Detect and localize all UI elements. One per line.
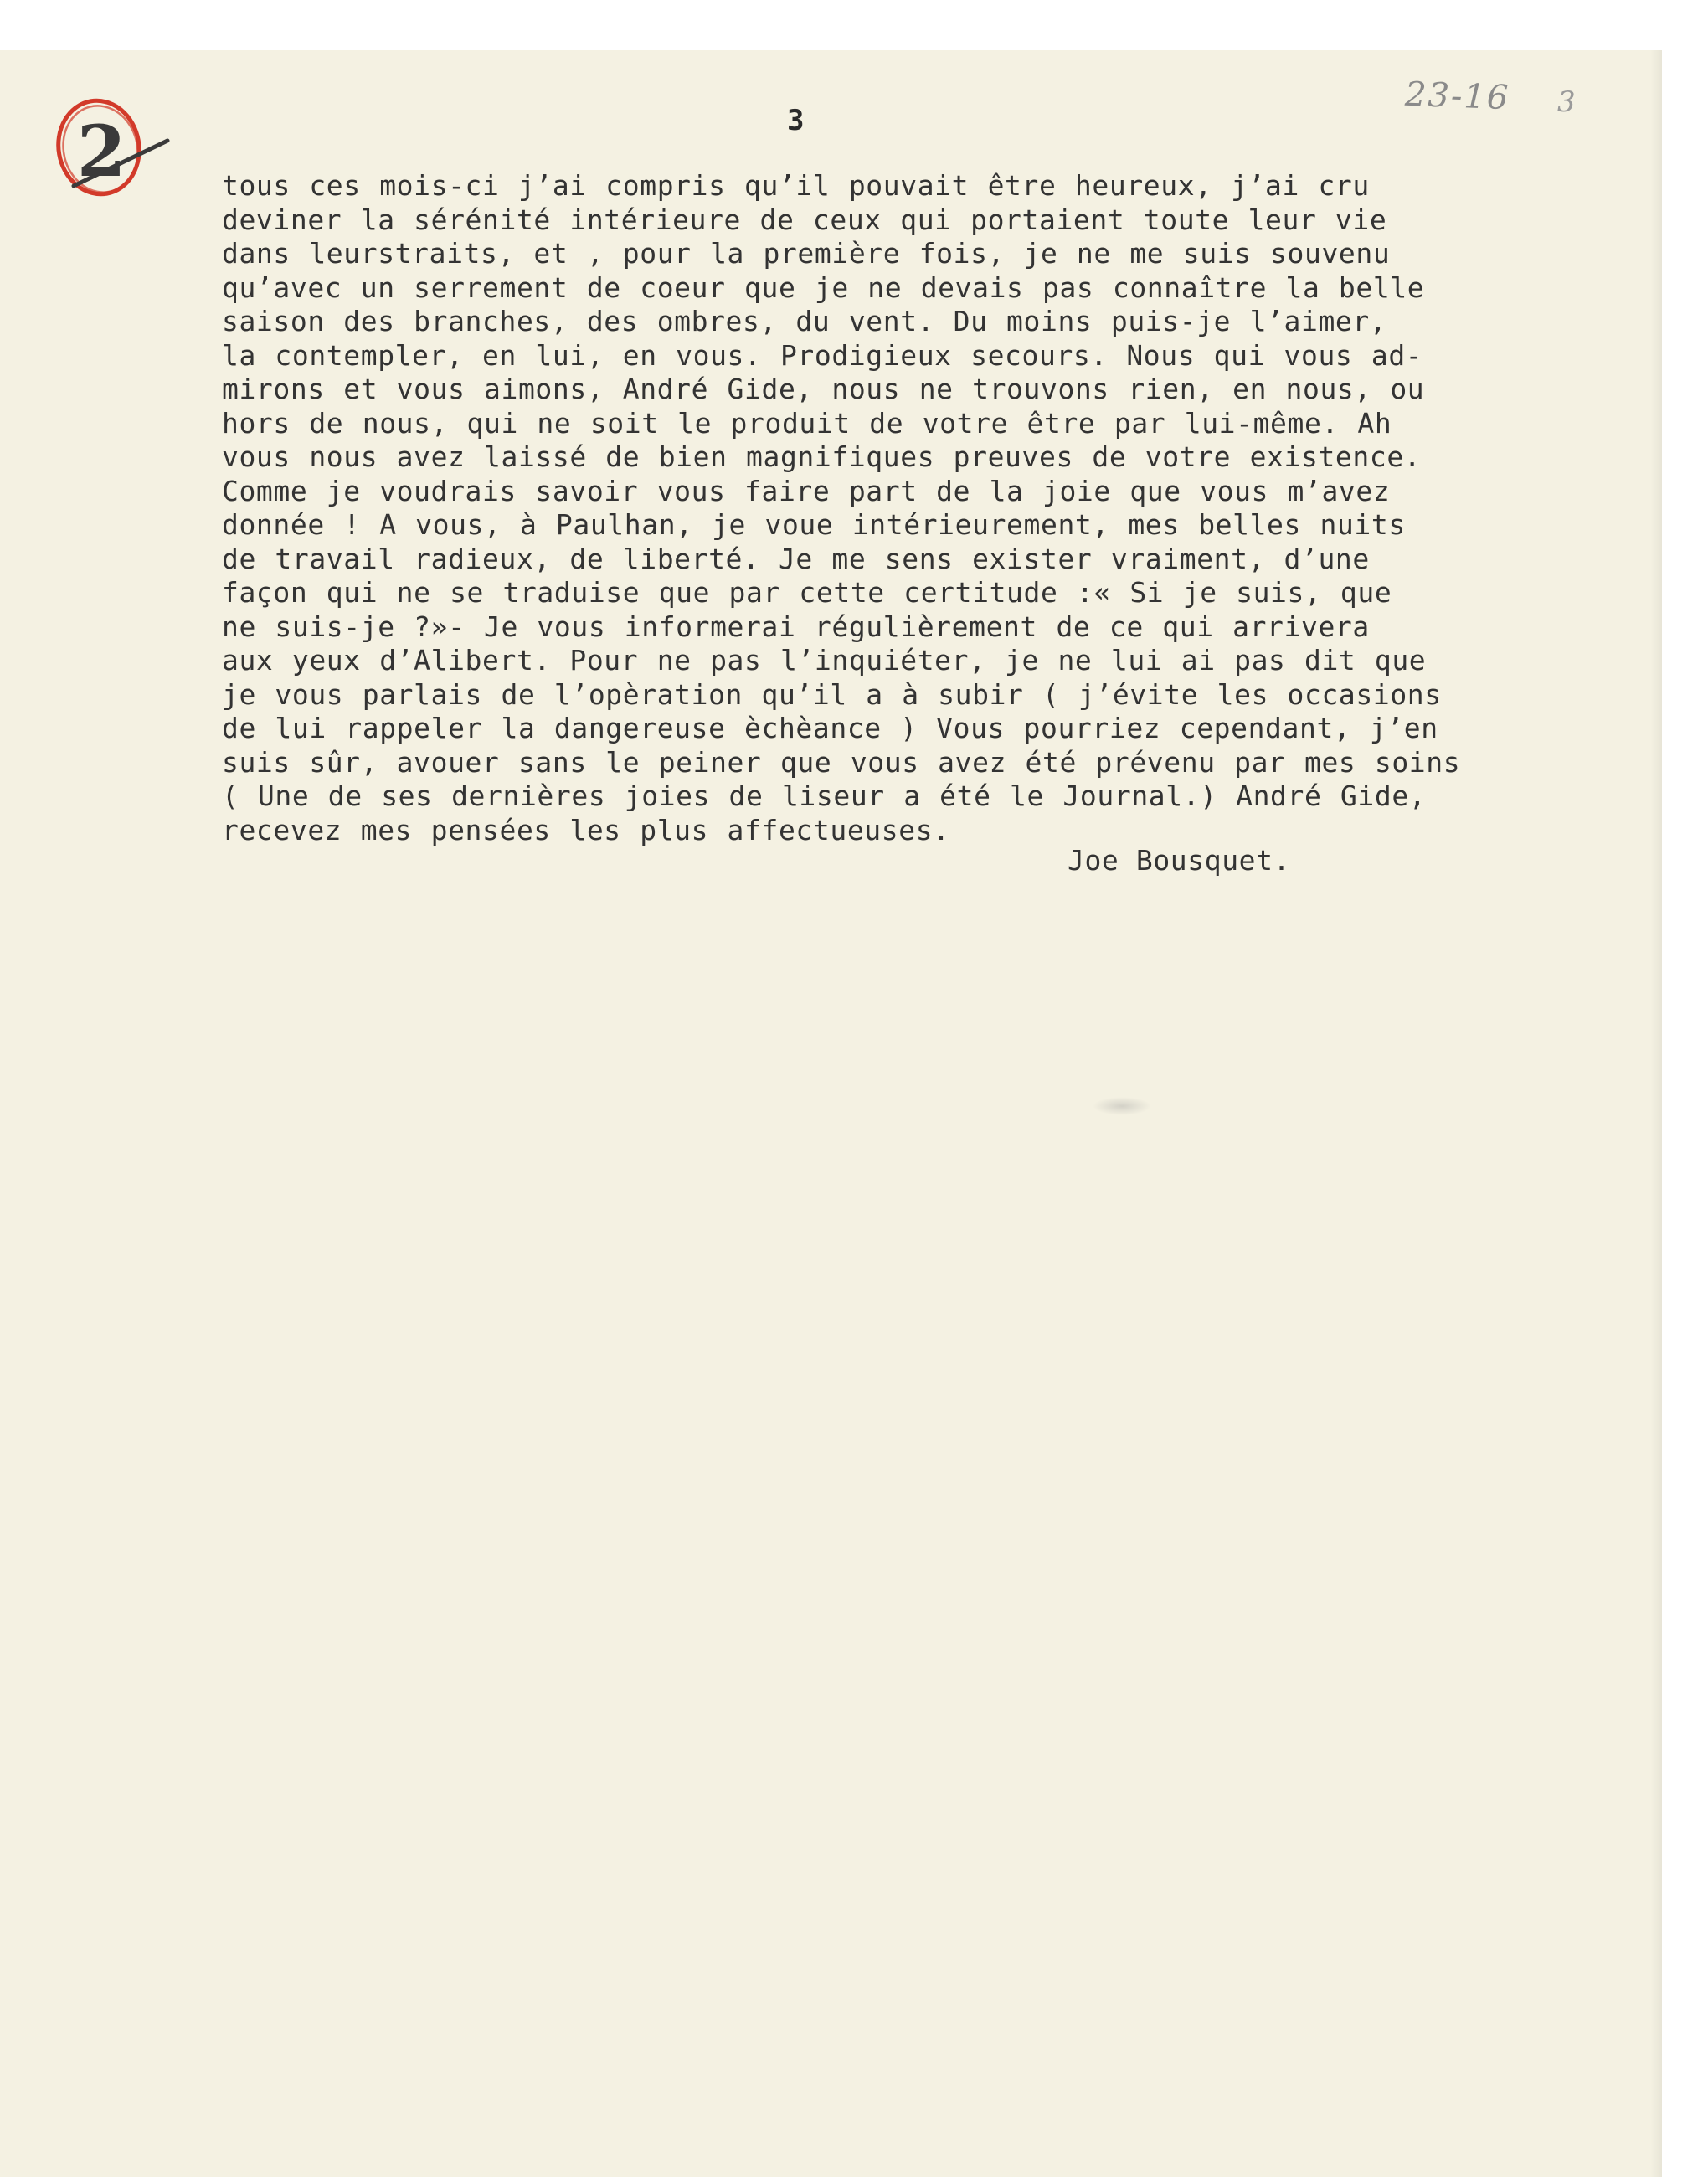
letter-line: deviner la sérénité intérieure de ceux qui portaient toute leur vie [222, 203, 1387, 236]
letter-line: de lui rappeler la dangereuse èchèance ) Vous pourriez cependant, j’en [222, 712, 1438, 744]
letter-line: suis sûr, avouer sans le peiner que vous avez été prévenu par mes soins [222, 745, 1461, 779]
letter-line: de travail radieux, de liberté. Je me sens exister vraiment, d’une [222, 542, 1370, 575]
letter-line: aux yeux d’Alibert. Pour ne pas l’inquiéter, je ne lui ai pas dit que [222, 644, 1427, 677]
letter-line: je vous parlais de l’opèration qu’il a à subir ( j’évite les occasions [222, 677, 1442, 711]
letter-line: hors de nous, qui ne soit le produit de votre être par lui-même. Ah [222, 406, 1392, 440]
letter-line: Comme je voudrais savoir vous faire part de la joie que vous m’avez [222, 474, 1391, 507]
letter-line: saison des branches, des ombres, du vent. Du moins puis-je l’aimer, [222, 305, 1387, 337]
letter-line: donnée ! A vous, à Paulhan, je voue intérieurement, mes belles nuits [222, 508, 1406, 541]
letter-line: façon qui ne se traduise que par cette certitude :« Si je suis, que [222, 576, 1392, 609]
letter-line: qu’avec un serrement de coeur que je ne devais pas connaître la belle [222, 270, 1425, 304]
letter-line: dans leurstraits, et , pour la première fois, je ne me suis souvenu [222, 237, 1391, 270]
pencil-folio-number: 23-16 [1404, 75, 1511, 118]
letter-line: ne suis-je ?»- Je vous informerai régulièrement de ce qui arrivera [222, 610, 1370, 643]
page-number: 3 [787, 104, 805, 137]
letter-line: ( Une de ses dernières joies de liseur a été le Journal.) André Gide, [222, 780, 1427, 812]
letter-line: la contempler, en lui, en vous. Prodigieux secours. Nous qui vous ad- [222, 338, 1423, 372]
signature: Joe Bousquet. [1068, 844, 1291, 877]
letter-line: tous ces mois-ci j’ai compris qu’il pouvait être heureux, j’ai cru [222, 169, 1370, 202]
letter-body [222, 169, 1654, 847]
paper-smudge [1093, 1097, 1151, 1115]
stamp-number: 2 [77, 110, 126, 193]
letter-line: vous nous avez laissé de bien magnifiques preuves de votre existence. [222, 440, 1422, 473]
red-circled-number-stamp [25, 75, 176, 226]
letter-page [0, 50, 1662, 2177]
pencil-folio-suffix: 3 [1557, 85, 1576, 119]
letter-line: mirons et vous aimons, André Gide, nous ne trouvons rien, en nous, ou [222, 373, 1425, 405]
letter-line: recevez mes pensées les plus affectueuses. [222, 813, 950, 847]
